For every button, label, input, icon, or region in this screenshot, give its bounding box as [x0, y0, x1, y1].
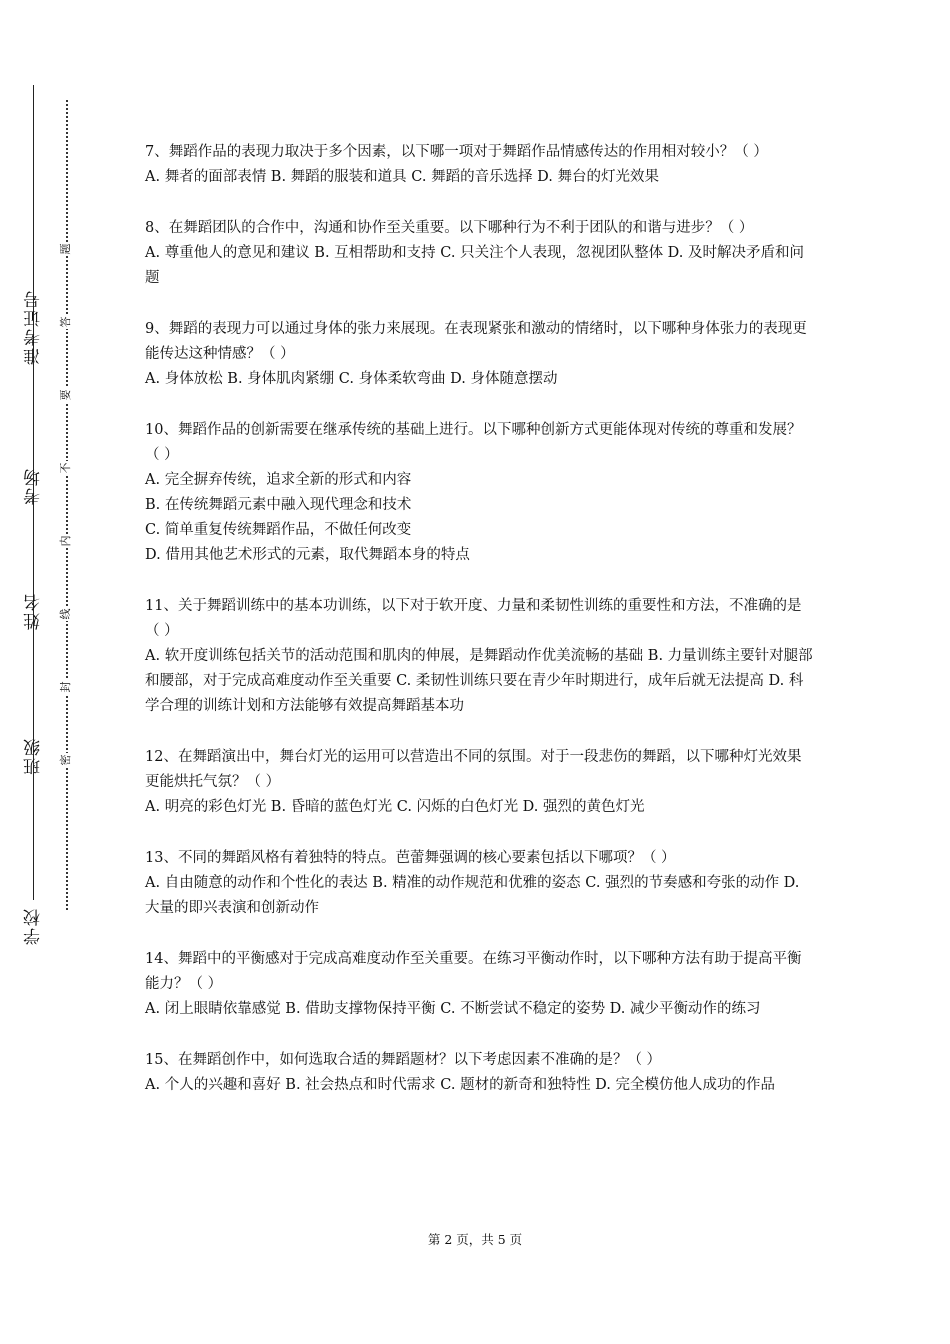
- school-label: 学校: [24, 907, 44, 945]
- seal-char: 密: [59, 754, 72, 766]
- seal-char: 线: [59, 608, 72, 620]
- seal-char: 不: [59, 462, 72, 474]
- seal-char: 答: [59, 316, 72, 328]
- question-options: A. 身体放松 B. 身体肌肉紧绷 C. 身体柔软弯曲 D. 身体随意摆动: [145, 371, 558, 387]
- question-stem: 10、舞蹈作品的创新需要在继承传统的基础上进行。以下哪种创新方式更能体现对传统的尊重和发展？（ ）: [145, 422, 802, 463]
- seal-char: 题: [59, 243, 72, 255]
- question-stem: 12、在舞蹈演出中，舞台灯光的运用可以营造出不同的氛围。对于一段悲伤的舞蹈，以下哪种灯光效果更能烘托气氛？（ ）: [145, 749, 802, 790]
- seal-char: 要: [59, 389, 72, 401]
- question-stem: 14、舞蹈中的平衡感对于完成高难度动作至关重要。在练习平衡动作时，以下哪种方法有助于提高平衡能力？（ ）: [145, 951, 802, 992]
- question-options: A. 自由随意的动作和个性化的表达 B. 精准的动作规范和优雅的姿态 C. 强烈的节奏感和夸张的动作 D. 大量的即兴表演和创新动作: [145, 875, 800, 916]
- question-options: A. 舞者的面部表情 B. 舞蹈的服装和道具 C. 舞蹈的音乐选择 D. 舞台的灯光效果: [145, 169, 660, 185]
- question-stem: 11、关于舞蹈训练中的基本功训练，以下对于软开度、力量和柔韧性训练的重要性和方法，不准确的是（ ）: [145, 598, 802, 639]
- question-stem: 8、在舞蹈团队的合作中，沟通和协作至关重要。以下哪种行为不利于团队的和谐与进步？（ ）: [145, 220, 754, 236]
- seal-char: 内: [59, 535, 72, 547]
- question-stem: 13、不同的舞蹈风格有着独特的特点。芭蕾舞强调的核心要素包括以下哪项？（ ）: [145, 850, 676, 866]
- binding-margin: [0, 0, 110, 1344]
- name-label: 姓名: [24, 592, 44, 630]
- question-stem: 9、舞蹈的表现力可以通过身体的张力来展现。在表现紧张和激动的情绪时，以下哪种身体张力的表现更能传达这种情感？（ ）: [145, 321, 807, 362]
- question-item: [145, 216, 813, 291]
- exam-number-label: 准考证号: [24, 289, 44, 365]
- page-number: 第 2 页，共 5 页: [427, 1232, 523, 1247]
- question-stem: 7、舞蹈作品的表现力取决于多个因素，以下哪一项对于舞蹈作品情感传达的作用相对较小？（ ）: [145, 144, 768, 160]
- question-item: [145, 594, 813, 719]
- question-item: [145, 140, 813, 190]
- question-option: A. 完全摒弃传统，追求全新的形式和内容: [145, 472, 412, 488]
- question-options: A. 明亮的彩色灯光 B. 昏暗的蓝色灯光 C. 闪烁的白色灯光 D. 强烈的黄色灯光: [145, 799, 645, 815]
- question-options: A. 软开度训练包括关节的活动范围和肌肉的伸展，是舞蹈动作优美流畅的基础 B. 力量训练主要针对腿部和腰部，对于完成高难度动作至关重要 C. 柔韧性训练只要在青少年时期进行，成年后就无法提高 D. 科学合理的训练计划和方法能够有效提高舞蹈基本功: [145, 648, 813, 714]
- class-label: 班级: [24, 737, 44, 775]
- question-option: C. 简单重复传统舞蹈作品，不做任何改变: [145, 522, 412, 538]
- question-options: A. 闭上眼睛依靠感觉 B. 借助支撑物保持平衡 C. 不断尝试不稳定的姿势 D. 减少平衡动作的练习: [145, 1001, 761, 1017]
- question-item: [145, 947, 813, 1022]
- question-item: [145, 745, 813, 820]
- question-item: [145, 846, 813, 921]
- question-option: B. 在传统舞蹈元素中融入现代理念和技术: [145, 497, 412, 513]
- question-list: [145, 140, 813, 1124]
- exam-room-label: 考场: [24, 467, 44, 505]
- question-item: [145, 1048, 813, 1098]
- question-item: [145, 418, 813, 568]
- seal-dotted-line: [66, 100, 68, 910]
- question-option: D. 借用其他艺术形式的元素，取代舞蹈本身的特点: [145, 547, 470, 563]
- seal-char: 封: [59, 681, 72, 693]
- question-stem: 15、在舞蹈创作中，如何选取合适的舞蹈题材？以下考虑因素不准确的是？（ ）: [145, 1052, 662, 1068]
- question-options: A. 个人的兴趣和喜好 B. 社会热点和时代需求 C. 题材的新奇和独特性 D. 完全模仿他人成功的作品: [145, 1077, 776, 1093]
- question-options: A. 尊重他人的意见和建议 B. 互相帮助和支持 C. 只关注个人表现，忽视团队整体 D. 及时解决矛盾和问题: [145, 245, 805, 286]
- question-item: [145, 317, 813, 392]
